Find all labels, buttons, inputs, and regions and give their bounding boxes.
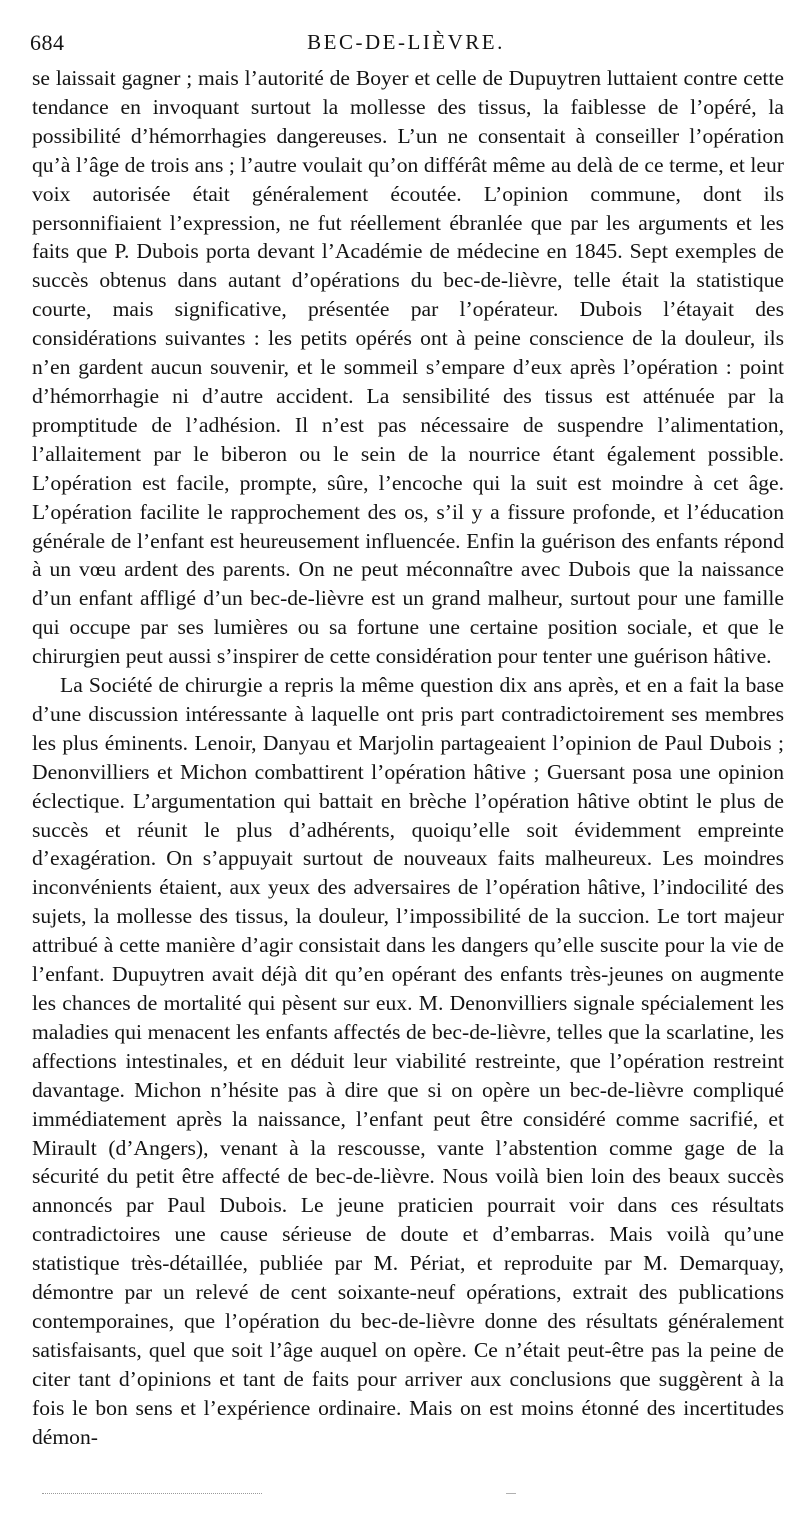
paragraph-1: se laissait gagner ; mais l’autorité de Boyer et celle de Dupuytren luttaient contre cette tendance en invoquant surtout la mollesse des tissus, la faiblesse de l’opéré, la possibilité d’hémorrhagies dangereuses. L’un ne consentait à conseiller l’opération qu’à l’âge de trois ans ; l’autre voulait qu’on différât même au delà de ce terme, et leur voix autorisée était généralement écoutée. L’opinion commune, dont ils personnifiaient l’expression, ne fut réellement ébranlée que par les arguments et les faits que P. Dubois porta devant l’Académie de médecine en 1845. Sept exemples de succès obtenus dans autant d’opérations du bec-de-lièvre, telle était la statistique courte, mais significative, présentée par l’opérateur. Dubois l’étayait des considérations suivantes : les petits opérés ont à peine conscience de la douleur, ils n’en gardent aucun souvenir, et le sommeil s’empare d’eux après l’opération : point d’hémorrhagie ni d’autre accident. La sensibilité des tissus est atténuée par la promptitude de l’adhésion. Il n’est pas nécessaire de suspendre l’alimentation, l’allaitement par le biberon ou le sein de la nourrice étant également possible. L’opération est facile, prompte, sûre, l’encoche qui la suit est moindre à cet âge. L’opération facilite le rapprochement des os, s’il y a fissure profonde, et l’éducation générale de l’enfant est heureusement influencée. Enfin la guérison des enfants répond à un vœu ardent des parents. On ne peut méconnaître avec Dubois que la naissance d’un enfant affligé d’un bec-de-lièvre est un grand malheur, surtout pour une famille qui occupe par ses lumières ou sa fortune une certaine position sociale, et que le chirurgien peut aussi s’inspirer de cette considération pour tenter une guérison hâtive. [32,66,784,669]
running-head [30,30,782,60]
page-number: 684 [30,30,65,55]
footer-rule [42,1493,262,1494]
running-title: BEC-DE-LIÈVRE. [307,30,505,54]
footer-mark [506,1493,516,1494]
paragraph-2: La Société de chirurgie a repris la même question dix ans après, et en a fait la base d’une discussion intéressante à laquelle ont pris part contradictoirement ses membres les plus éminents. Lenoir, Danyau et Marjolin partageaient l’opinion de Paul Dubois ; Denonvilliers et Michon combattirent l’opération hâtive ; Guersant posa une opinion éclectique. L’argumentation qui battait en brèche l’opération hâtive obtint le plus de succès et réunit le plus d’adhérents, quoiqu’elle soit évidemment empreinte d’exagération. On s’appuyait surtout de nouveaux faits malheureux. Les moindres inconvénients étaient, aux yeux des adversaires de l’opération hâtive, l’indocilité des sujets, la mollesse des tissus, la douleur, l’impossibilité de la succion. Le tort majeur attribué à cette manière d’agir consistait dans les dangers qu’elle suscite pour la vie de l’enfant. Dupuytren avait déjà dit qu’en opérant des enfants très-jeunes on augmente les chances de mortalité qui pèsent sur eux. M. Denonvilliers signale spécialement les maladies qui menacent les enfants affectés de bec-de-lièvre, telles que la scarlatine, les affections intestinales, et en déduit leur viabilité restreinte, que l’opération restreint davantage. Michon n’hésite pas à dire que si on opère un bec-de-lièvre compliqué immédiatement après la naissance, l’enfant peut être considéré comme sacrifié, et Mirault (d’Angers), venant à la rescousse, vante l’abstention comme gage de la sécurité du petit être affecté de bec-de-lièvre. Nous voilà bien loin des beaux succès annoncés par Paul Dubois. Le jeune praticien pourrait voir dans ces résultats contradictoires une cause sérieuse de doute et d’embarras. Mais voilà qu’une statistique très-détaillée, publiée par M. Périat, et reproduite par M. Demarquay, démontre par un relevé de cent soixante-neuf opérations, extrait des publications contemporaines, que l’opération du bec-de-lièvre donne des résultats généralement satisfaisants, quel que soit l’âge auquel on opère. Ce n’était peut-être pas la peine de citer tant d’opinions et tant de faits pour arriver aux conclusions que suggèrent à la fois le bon sens et l’expérience ordinaire. Mais on est moins étonné des incertitudes démon- [32,673,784,1449]
body-text [32,64,784,1452]
